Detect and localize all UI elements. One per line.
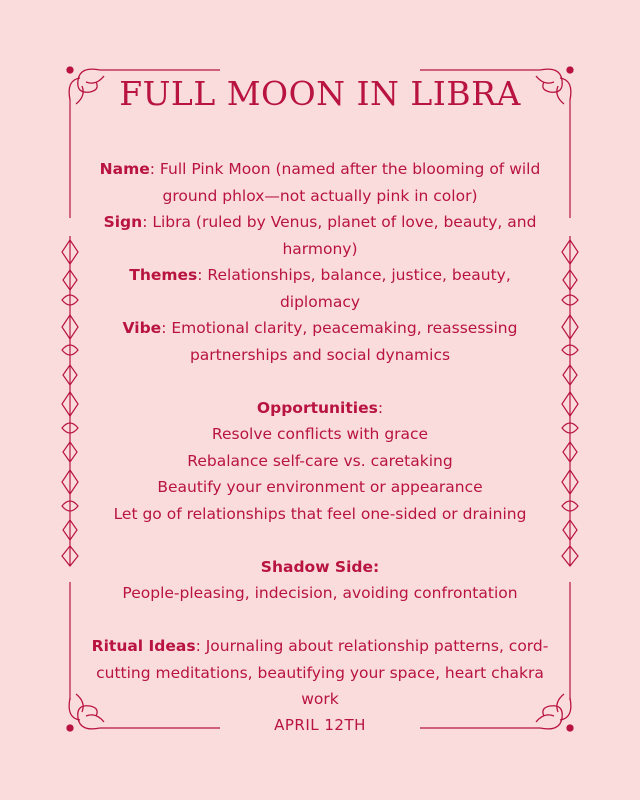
opportunities-heading	[88, 395, 552, 422]
moon-details	[88, 156, 552, 713]
spacer	[88, 368, 552, 395]
left-ornament-icon	[62, 236, 78, 566]
themes-line	[88, 262, 552, 315]
date-label: APRIL 12TH	[274, 716, 366, 734]
vibe-text: : Emotional clarity, peacemaking, reassessing partnerships and social dynamics	[161, 319, 518, 364]
shadow-text: People-pleasing, indecision, avoiding confrontation	[122, 584, 518, 602]
themes-label: Themes	[129, 266, 198, 284]
sign-label: Sign	[103, 213, 143, 231]
list-item: Beautify your environment or appearance	[157, 478, 483, 496]
themes-text: : Relationships, balance, justice, beauty, diplomacy	[197, 266, 511, 311]
page-title: FULL MOON IN LIBRA	[119, 74, 521, 113]
vibe-line	[88, 315, 552, 368]
spacer	[88, 607, 552, 634]
name-label: Name	[99, 160, 150, 178]
sign-line	[88, 209, 552, 262]
opportunities-label: Opportunities	[256, 398, 378, 417]
name-text: : Full Pink Moon (named after the blooming of wild ground phlox—not actually pink in color)	[149, 160, 541, 205]
right-ornament-icon	[562, 236, 578, 566]
shadow-heading	[88, 554, 552, 581]
ritual-text: : Journaling about relationship patterns, cord-cutting meditations, beautifying your space, heart chakra work	[96, 637, 549, 708]
ritual-label: Ritual Ideas	[91, 637, 196, 655]
ritual-line	[88, 633, 552, 713]
list-item: Resolve conflicts with grace	[211, 425, 429, 443]
vibe-label: Vibe	[122, 319, 162, 337]
list-item: Let go of relationships that feel one-sided or draining	[113, 504, 527, 523]
sign-text: : Libra (ruled by Venus, planet of love, beauty, and harmony)	[142, 213, 537, 258]
spacer	[88, 527, 552, 554]
name-line	[88, 156, 552, 209]
opportunities-suffix: :	[377, 398, 384, 417]
shadow-label: Shadow Side:	[260, 557, 380, 576]
list-item: Rebalance self-care vs. caretaking	[187, 451, 453, 470]
